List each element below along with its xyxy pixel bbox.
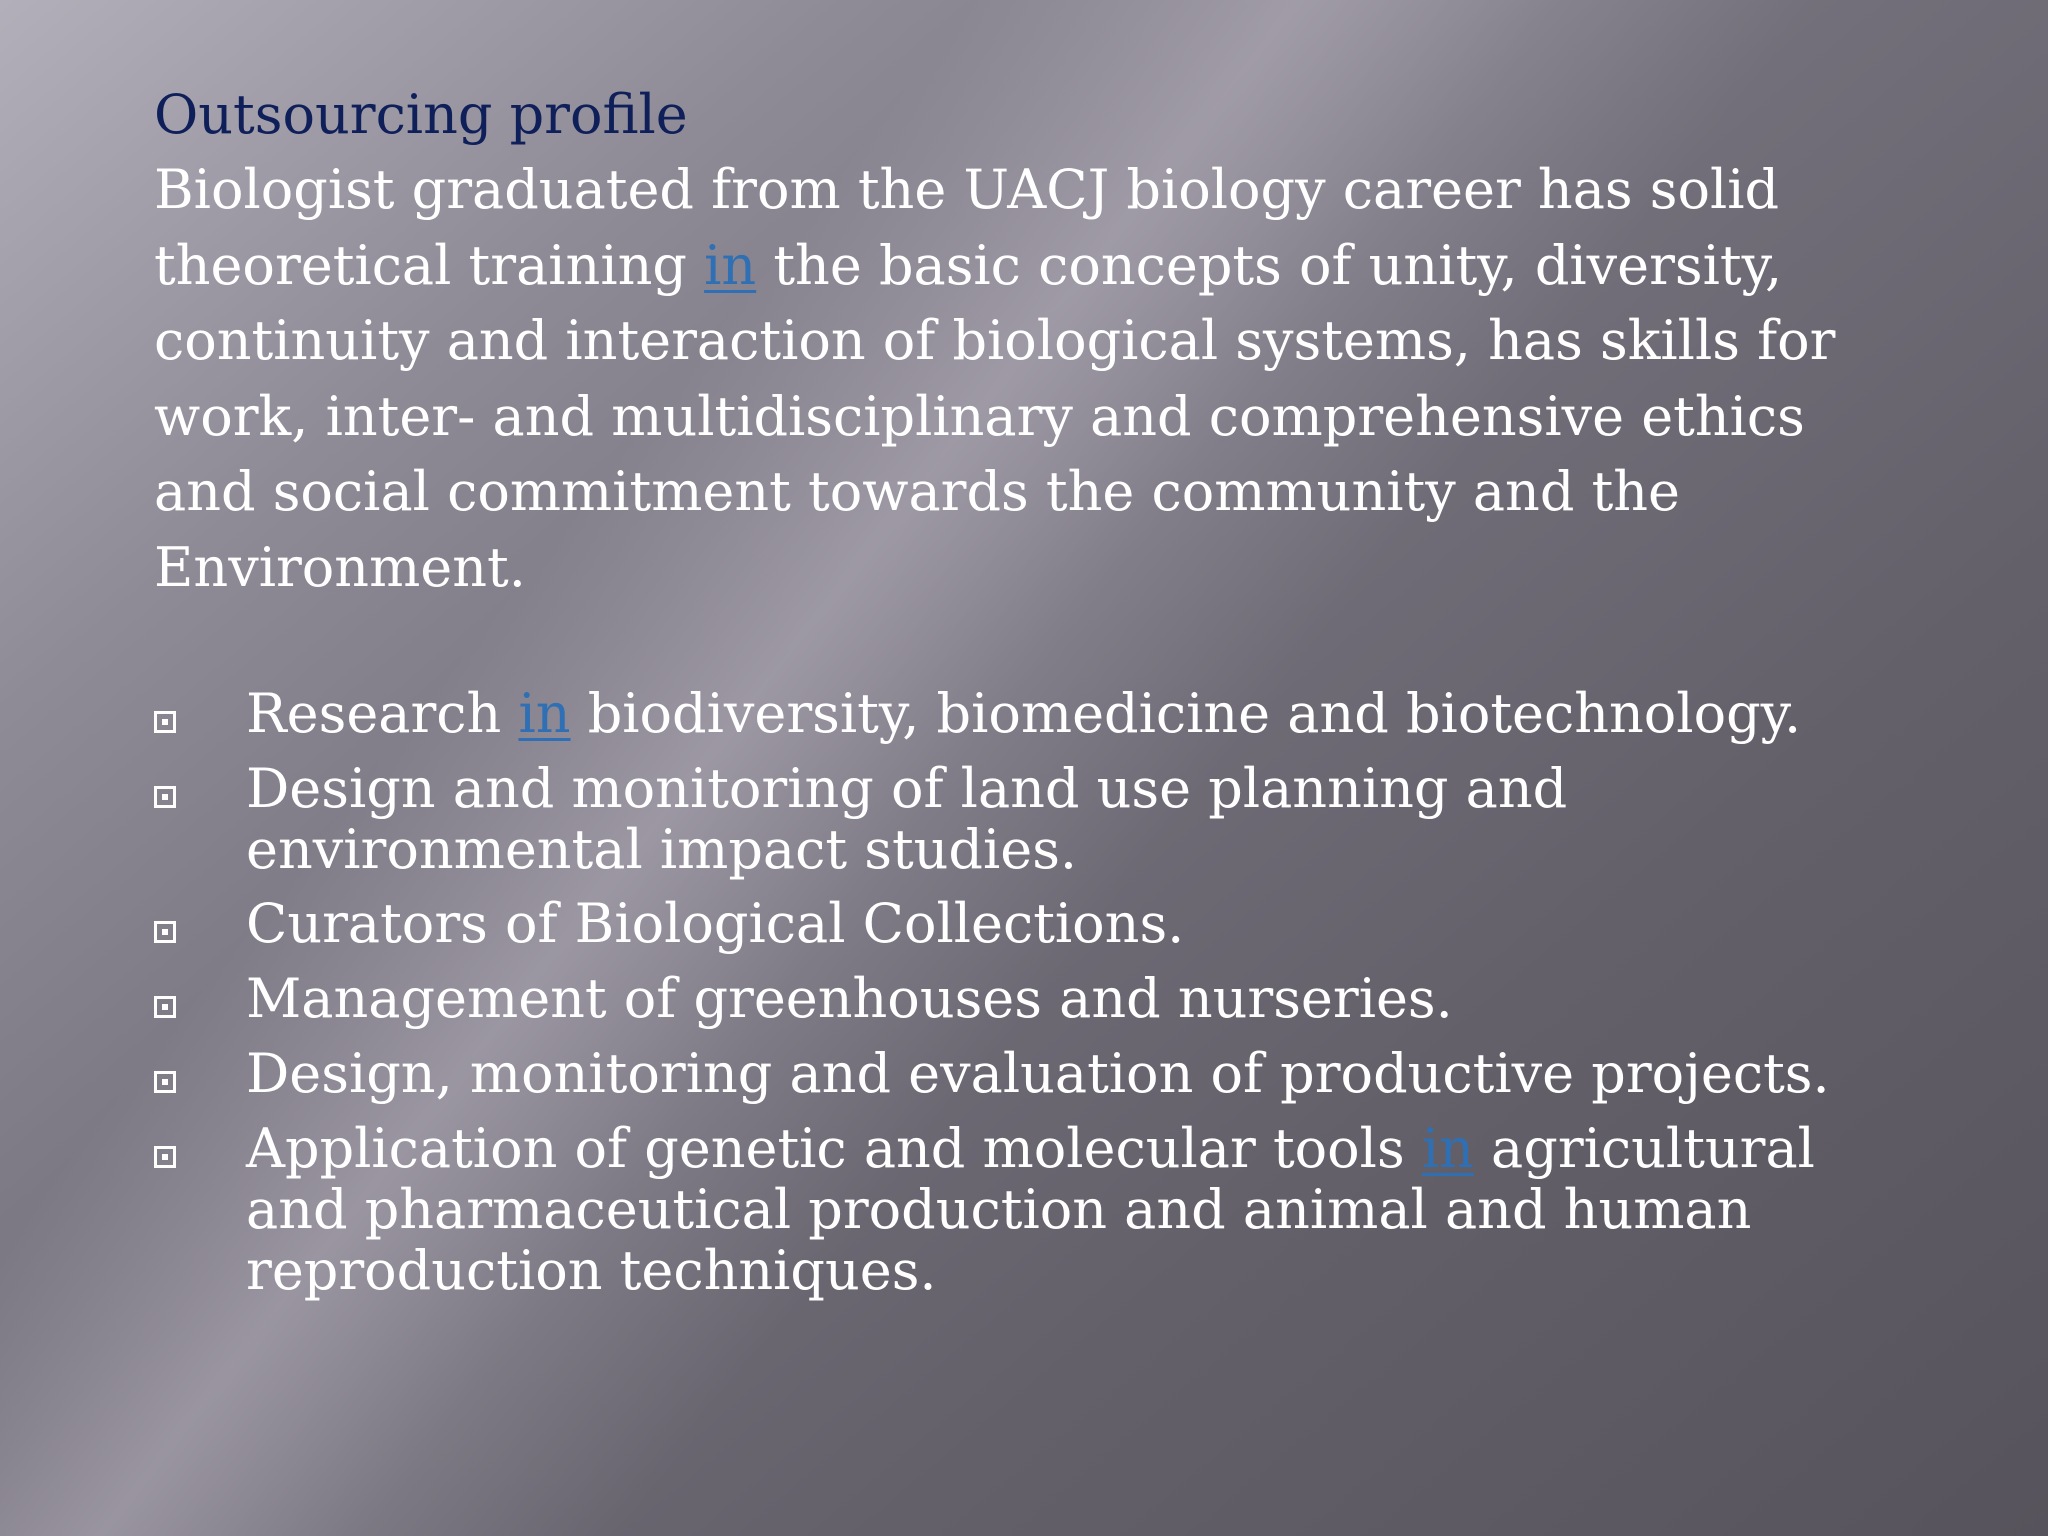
intro-text: work, inter- and multidisciplinary and comprehensive ethics bbox=[154, 384, 1805, 448]
intro-text: Biologist graduated from the UACJ biology career has solid bbox=[154, 158, 1780, 221]
square-box-bullet-icon bbox=[154, 921, 176, 943]
bullet-text-segment: reproduction techniques. bbox=[246, 1239, 937, 1302]
intro-text: theoretical training bbox=[154, 233, 705, 297]
intro-text: and social commitment towards the community and the bbox=[154, 460, 1681, 523]
bullet-text bbox=[246, 1043, 1830, 1104]
bullet-text-segment: environmental impact studies. bbox=[246, 818, 1078, 881]
bullet-line bbox=[246, 819, 1567, 880]
bullet-text bbox=[246, 683, 1801, 744]
bullet-line bbox=[246, 1240, 1815, 1301]
bullet-text-segment: Curators of Biological Collections. bbox=[246, 892, 1185, 955]
bullet-text-segment: Research bbox=[246, 682, 519, 745]
bullet-line bbox=[246, 1043, 1830, 1104]
square-box-bullet-icon bbox=[154, 1071, 176, 1093]
intro-text: the basic concepts of unity, diversity, bbox=[756, 233, 1783, 297]
square-box-bullet-icon bbox=[154, 996, 176, 1018]
bullet-text-segment: Management of greenhouses and nurseries. bbox=[246, 967, 1453, 1030]
bullet-text bbox=[246, 893, 1184, 954]
bullet-text-segment: Design, monitoring and evaluation of productive projects. bbox=[246, 1042, 1830, 1105]
bullet-text bbox=[246, 968, 1453, 1029]
intro-text: continuity and interaction of biological systems, has skills for bbox=[154, 309, 1836, 372]
intro-text: Environment. bbox=[154, 535, 526, 599]
bullet-text-segment: Design and monitoring of land use planning and bbox=[246, 757, 1568, 820]
bullet-text-segment: biodiversity, biomedicine and biotechnology. bbox=[570, 682, 1802, 745]
bullet-line bbox=[246, 893, 1184, 954]
bullet-line bbox=[246, 1179, 1815, 1240]
square-box-bullet-icon bbox=[154, 786, 176, 808]
bullet-text-segment: Application of genetic and molecular tools bbox=[246, 1117, 1422, 1180]
bullet-line bbox=[246, 968, 1453, 1029]
bullet-line bbox=[246, 683, 1801, 744]
square-box-bullet-icon bbox=[154, 1146, 176, 1168]
in-link[interactable]: in bbox=[704, 233, 757, 297]
bullet-line bbox=[246, 1118, 1815, 1179]
slide-heading: Outsourcing profile bbox=[154, 83, 688, 146]
bullet-line bbox=[246, 758, 1567, 819]
bullet-text bbox=[246, 1118, 1815, 1301]
in-link[interactable]: in bbox=[1421, 1117, 1474, 1180]
square-box-bullet-icon bbox=[154, 711, 176, 733]
bullet-text bbox=[246, 758, 1567, 880]
bullet-text-segment: and pharmaceutical production and animal and human bbox=[246, 1178, 1752, 1241]
bullet-text-segment: agricultural bbox=[1473, 1117, 1815, 1180]
bullet-list bbox=[154, 0, 1994, 1536]
in-link[interactable]: in bbox=[518, 682, 571, 745]
